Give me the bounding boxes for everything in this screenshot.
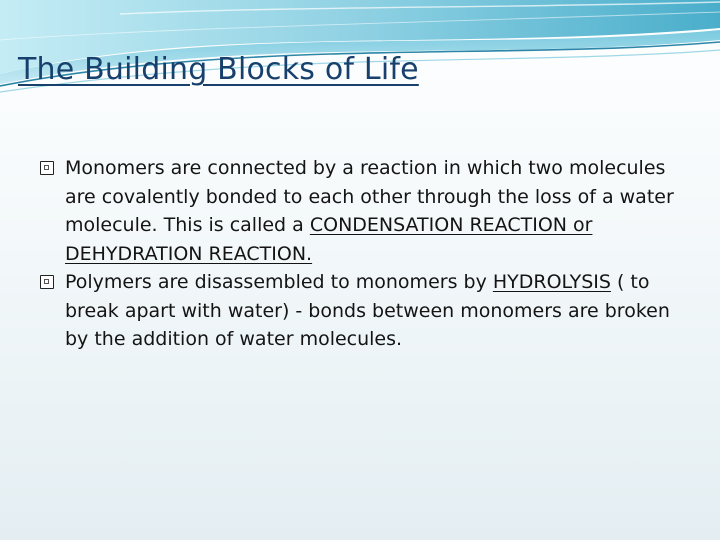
bullet-emphasis: CONDENSATION REACTION or DEHYDRATION REACTION. (65, 214, 593, 265)
square-bullet-icon (40, 275, 54, 289)
slide-content (40, 154, 690, 354)
bullet-text: Polymers are disassembled to monomers by (65, 271, 493, 293)
bullet-text: Monomers are connected by a reaction in which two molecules are covalently bonded to each other through the loss of a water molecule. This is called a (65, 157, 674, 236)
bullet-text-after: ( to break apart with water) - bonds between monomers are broken by the addition of water molecules. (65, 271, 670, 350)
bullet-item (40, 268, 690, 354)
bullet-item (40, 154, 690, 268)
square-bullet-icon (40, 161, 54, 175)
bullet-emphasis: HYDROLYSIS (492, 271, 611, 293)
slide-title: The Building Blocks of Life (18, 52, 419, 87)
